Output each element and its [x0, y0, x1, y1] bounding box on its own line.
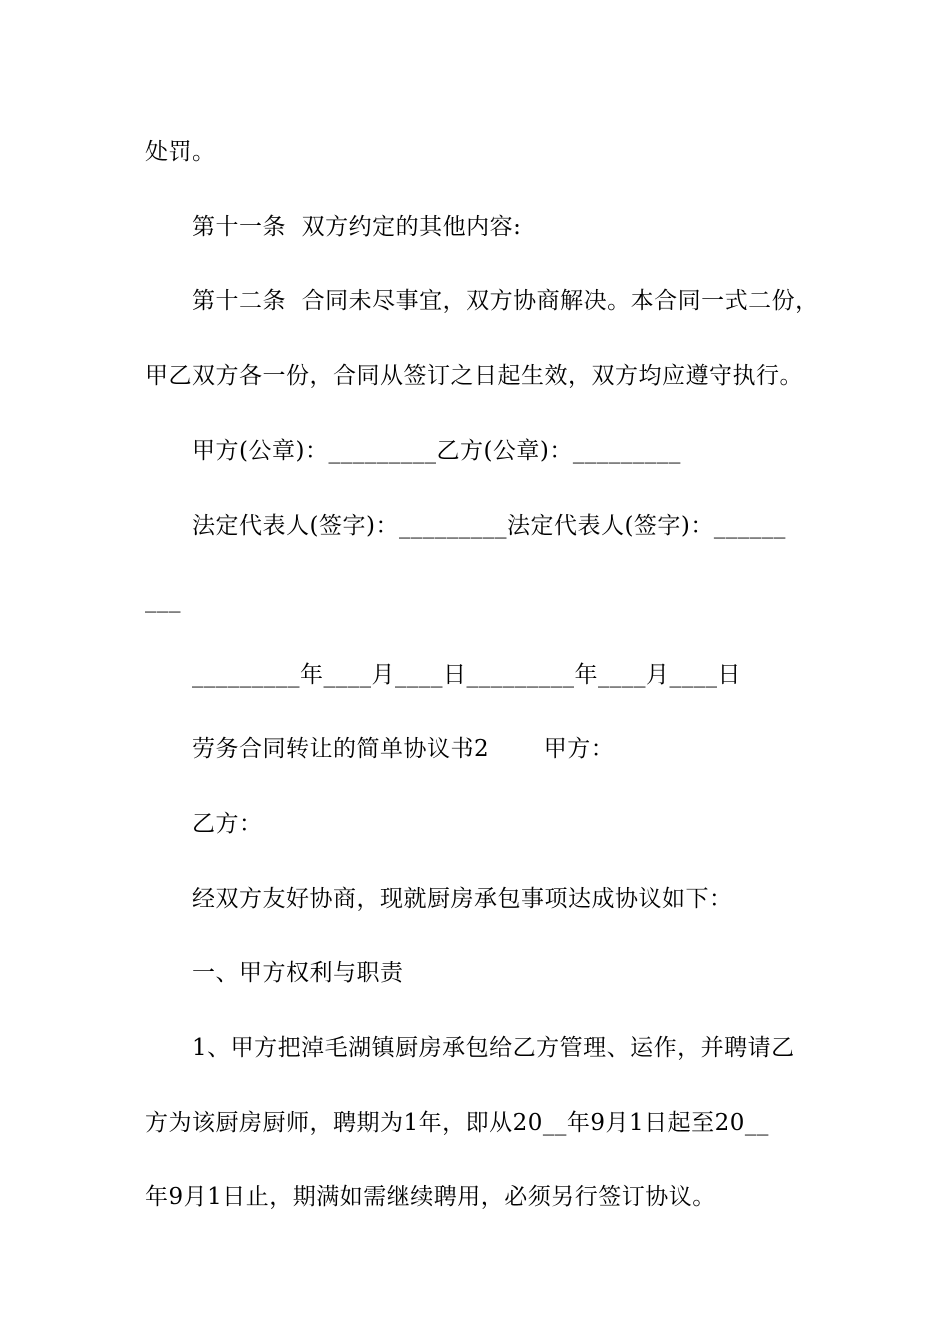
text-line-3: 第十二条 合同未尽事宜，双方协商解决。本合同一式二份， [192, 288, 819, 314]
text-line-13: 1、甲方把淖毛湖镇厨房承包给乙方管理、运作，并聘请乙 [192, 1035, 795, 1061]
signature-line-seal: 甲方(公章)：_________乙方(公章)：_________ [192, 438, 681, 464]
party-b-line: 乙方： [192, 811, 263, 837]
text-line-1: 处罚。 [145, 139, 216, 165]
section-heading: 一、甲方权利与职责 [192, 960, 404, 986]
text-line-2: 第十一条 双方约定的其他内容: [192, 214, 522, 240]
signature-line-representative: 法定代表人(签字)：_________法定代表人(签字)：______ [192, 513, 786, 539]
agreement-title-line: 劳务合同转让的简单协议书2 甲方： [192, 736, 615, 762]
signature-line-continuation: ___ [145, 587, 181, 613]
text-line-11: 经双方友好协商，现就厨房承包事项达成协议如下： [192, 886, 733, 912]
text-line-15: 年9月1日止，期满如需继续聘用，必须另行签订协议。 [145, 1184, 716, 1210]
text-line-14: 方为该厨房厨师，聘期为1年，即从20__年9月1日起至20__ [145, 1110, 769, 1136]
text-line-4: 甲乙双方各一份，合同从签订之日起生效，双方均应遵守执行。 [145, 363, 803, 389]
date-line: _________年____月____日_________年____月____日 [192, 662, 741, 688]
